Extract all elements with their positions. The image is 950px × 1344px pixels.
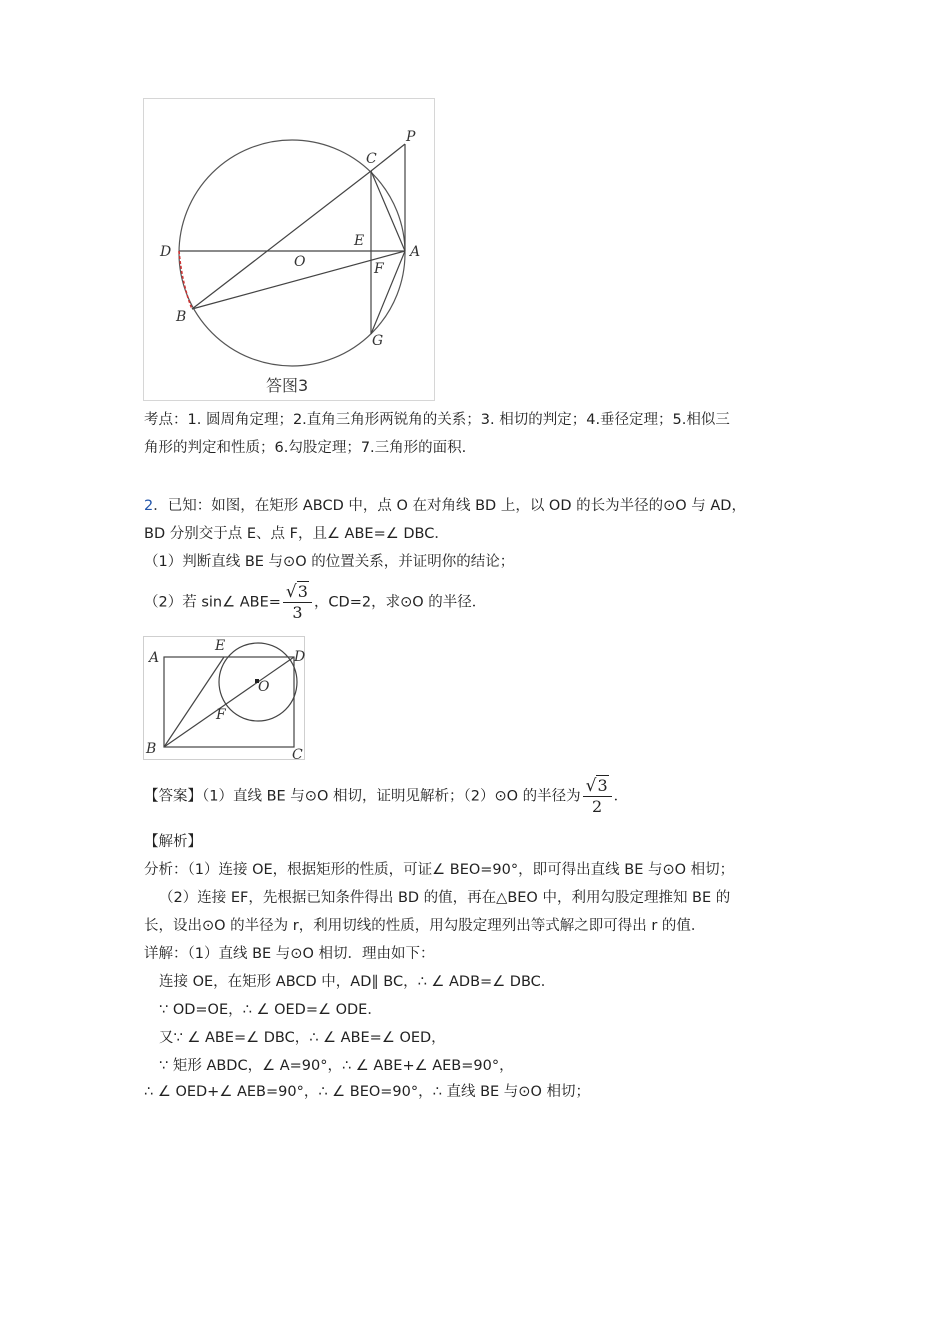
detail-line-4: 又∵ ∠ ABE=∠ DBC，∴ ∠ ABE=∠ OED， bbox=[159, 1030, 446, 1046]
problem-line-1 bbox=[144, 496, 746, 516]
segment-ca bbox=[371, 171, 405, 251]
fraction-2-numerator: 3 bbox=[597, 776, 608, 795]
label-a-2: A bbox=[149, 650, 160, 666]
analysis-line-3: 长，设出⊙O 的半径为 r，利用切线的性质，用勾股定理列出等式解之即可得出 r 的值． bbox=[144, 918, 706, 934]
detail-line-1: 详解：（1）直线 BE 与⊙O 相切．理由如下： bbox=[144, 946, 435, 962]
figure-1 bbox=[143, 98, 435, 401]
label-o: O bbox=[294, 254, 306, 270]
segment-be bbox=[164, 657, 224, 747]
label-f-2: F bbox=[216, 707, 226, 723]
fraction-sqrt3-over-2: $\frac{√3}{2}$ bbox=[583, 776, 612, 817]
detail-line-5: ∵ 矩形 ABDC，∠ A=90°，∴ ∠ ABE+∠ AEB=90°， bbox=[159, 1058, 514, 1074]
problem-text-1: ．已知：如图，在矩形 ABCD 中，点 O 在对角线 BD 上，以 OD 的长为半径的⊙O 与 AD， bbox=[153, 498, 746, 514]
problem-number: 2 bbox=[144, 498, 154, 514]
figure-1-diagram bbox=[144, 99, 434, 400]
label-c-2: C bbox=[292, 747, 303, 763]
question-2-prefix: （2）若 sin∠ ABE= bbox=[144, 594, 281, 611]
answer-line bbox=[144, 776, 628, 817]
fraction-sqrt3-over-3: $\frac{√3}{3}$ bbox=[283, 582, 312, 623]
problem-line-2: BD 分别交于点 E、点 F，且∠ ABE=∠ DBC． bbox=[144, 526, 449, 542]
label-d-2: D bbox=[294, 649, 306, 665]
problem-question-1: （1）判断直线 BE 与⊙O 的位置关系，并证明你的结论； bbox=[144, 554, 515, 570]
analysis-line-1: 分析：（1）连接 OE，根据矩形的性质，可证∠ BEO=90°，即可得出直线 BE 与⊙O 相切； bbox=[144, 862, 735, 878]
fraction-1-numerator: 3 bbox=[297, 582, 308, 601]
diagonal-bd bbox=[164, 657, 294, 747]
kaodian-line-2: 角形的判定和性质；6.勾股定理；7.三角形的面积. bbox=[144, 440, 467, 456]
label-b-2: B bbox=[146, 741, 157, 757]
label-e: E bbox=[354, 233, 365, 249]
label-e-2: E bbox=[215, 638, 226, 654]
question-2-suffix: ，CD=2，求⊙O 的半径． bbox=[313, 594, 487, 611]
detail-line-2: 连接 OE，在矩形 ABCD 中，AD∥ BC，∴ ∠ ADB=∠ DBC． bbox=[159, 974, 556, 990]
label-o-2: O bbox=[258, 679, 270, 695]
fraction-1-denominator: 3 bbox=[292, 603, 303, 622]
label-p: P bbox=[406, 129, 416, 145]
answer-suffix: ． bbox=[613, 788, 629, 805]
detail-line-3: ∵ OD=OE，∴ ∠ OED=∠ ODE． bbox=[159, 1002, 382, 1018]
segment-bc bbox=[192, 171, 371, 309]
analysis-line-2: （2）连接 EF，先根据已知条件得出 BD 的值，再在△BEO 中，利用勾股定理推知 BE 的 bbox=[159, 890, 731, 906]
label-g: G bbox=[372, 333, 384, 349]
label-c: C bbox=[366, 151, 377, 167]
fraction-2-denominator: 2 bbox=[592, 797, 603, 816]
jiexi-heading: 【解析】 bbox=[144, 834, 202, 850]
figure-2-diagram bbox=[144, 637, 306, 763]
detail-line-6: ∴ ∠ OED+∠ AEB=90°，∴ ∠ BEO=90°，∴ 直线 BE 与⊙O 相切； bbox=[144, 1084, 590, 1100]
label-a: A bbox=[410, 244, 421, 260]
label-d: D bbox=[160, 244, 172, 260]
problem-question-2 bbox=[144, 582, 486, 623]
kaodian-line-1: 考点：1. 圆周角定理；2.直角三角形两锐角的关系；3. 相切的判定；4.垂径定理；5.相似三 bbox=[144, 412, 730, 428]
answer-prefix: 【答案】（1）直线 BE 与⊙O 相切，证明见解析；（2）⊙O 的半径为 bbox=[144, 788, 581, 805]
figure-1-caption: 答图3 bbox=[266, 376, 309, 395]
label-f: F bbox=[374, 261, 384, 277]
arc-db-mark bbox=[179, 251, 192, 309]
figure-2 bbox=[143, 636, 306, 763]
label-b: B bbox=[176, 309, 187, 325]
